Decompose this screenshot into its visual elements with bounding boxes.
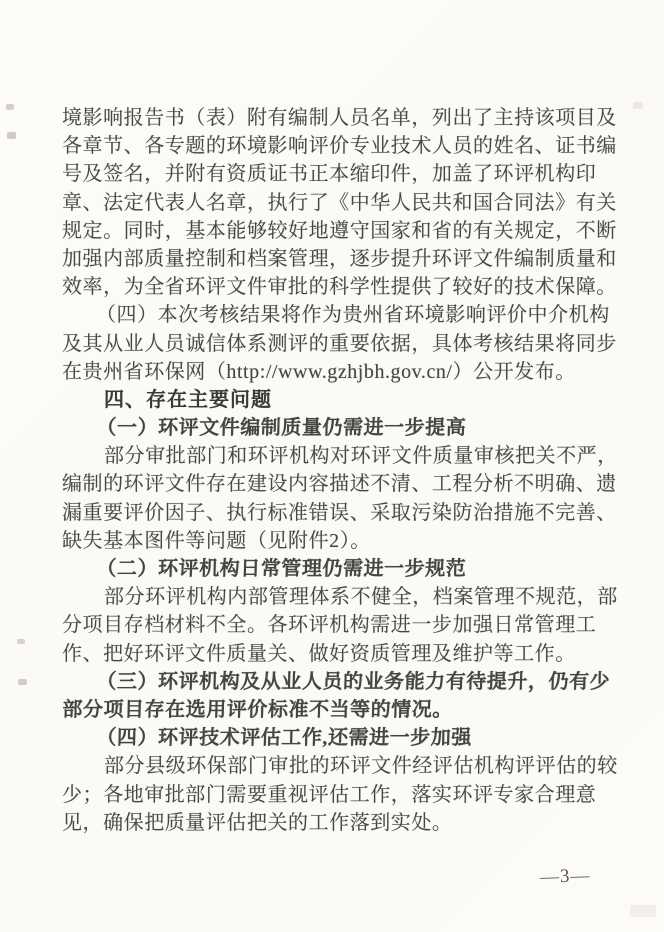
paragraph-start-line: （四）本次考核结果将作为贵州省环境影响评价中介机构: [96, 304, 610, 327]
text-line: 加强内部质量控制和档案管理，逐步提升环评文件编制质量和: [62, 247, 617, 270]
page-number: —3—: [539, 865, 591, 888]
text-line: 编制的环评文件存在建设内容描述不清、工程分析不明确、遗: [62, 473, 617, 496]
subsection-heading-continued: 部分项目存在选用评价标准不当等的情况。: [62, 698, 454, 721]
text-line: 及其从业人员诚信体系测评的重要依据，具体考核结果将同步: [62, 332, 617, 355]
section-heading: 四、存在主要问题: [104, 388, 272, 411]
paragraph-start-line: 部分县级环保部门审批的环评文件经评估机构评评估的较: [104, 755, 618, 778]
scan-speck: [7, 132, 16, 139]
subsection-heading: （三）环评机构及从业人员的业务能力有待提升，仍有少: [96, 670, 611, 693]
scan-speck: [630, 905, 656, 917]
scan-speck: [17, 639, 25, 644]
text-line: 各章节、各专题的环境影响评价专业技术人员的姓名、证书编: [62, 135, 617, 158]
text-line: 作、把好环评文件质量关、做好资质管理及维护等工作。: [62, 642, 576, 665]
text-line: 缺失基本图件等问题（见附件2）。: [62, 529, 371, 552]
scan-speck: [18, 679, 27, 685]
text-line: 号及签名，并附有资质证书正本缩印件，加盖了环评机构印: [62, 163, 597, 186]
text-line: 漏重要评价因子、执行标准错误、采取污染防治措施不完善、: [62, 501, 617, 524]
subsection-heading: （四）环评技术评估工作,还需进一步加强: [96, 727, 473, 750]
subsection-heading: （二）环评机构日常管理仍需进一步规范: [96, 558, 467, 580]
text-line-with-url: 在贵州省环保网（http://www.gzhjbh.gov.cn/）公开发布。: [62, 360, 576, 383]
scan-speck: [6, 104, 14, 110]
paragraph-start-line: 部分审批部门和环评机构对环评文件质量审核把关不严，: [104, 445, 618, 468]
scan-speck: [633, 102, 643, 109]
text-line: 境影响报告书（表）附有编制人员名单，列出了主持该项目及: [62, 107, 617, 129]
text-line: 见，确保把质量评估把关的工作落到实处。: [62, 811, 453, 834]
text-line: 分项目存档材料不全。各环评机构需进一步加强日常管理工: [62, 614, 597, 637]
paragraph-start-line: 部分环评机构内部管理体系不健全，档案管理不规范，部: [104, 586, 618, 609]
text-line: 规定。同时，基本能够较好地遵守国家和省的有关规定，不断: [62, 219, 617, 242]
text-line: 少；各地审批部门需要重视评估工作，落实环评专家合理意: [62, 783, 597, 806]
text-line: 效率，为全省环评文件审批的科学性提供了较好的技术保障。: [62, 276, 617, 299]
subsection-heading: （一）环评文件编制质量仍需进一步提高: [96, 417, 467, 440]
document-text-block: [62, 104, 620, 837]
text-line: 章、法定代表人名章，执行了《中华人民共和国合同法》有关: [62, 191, 617, 214]
